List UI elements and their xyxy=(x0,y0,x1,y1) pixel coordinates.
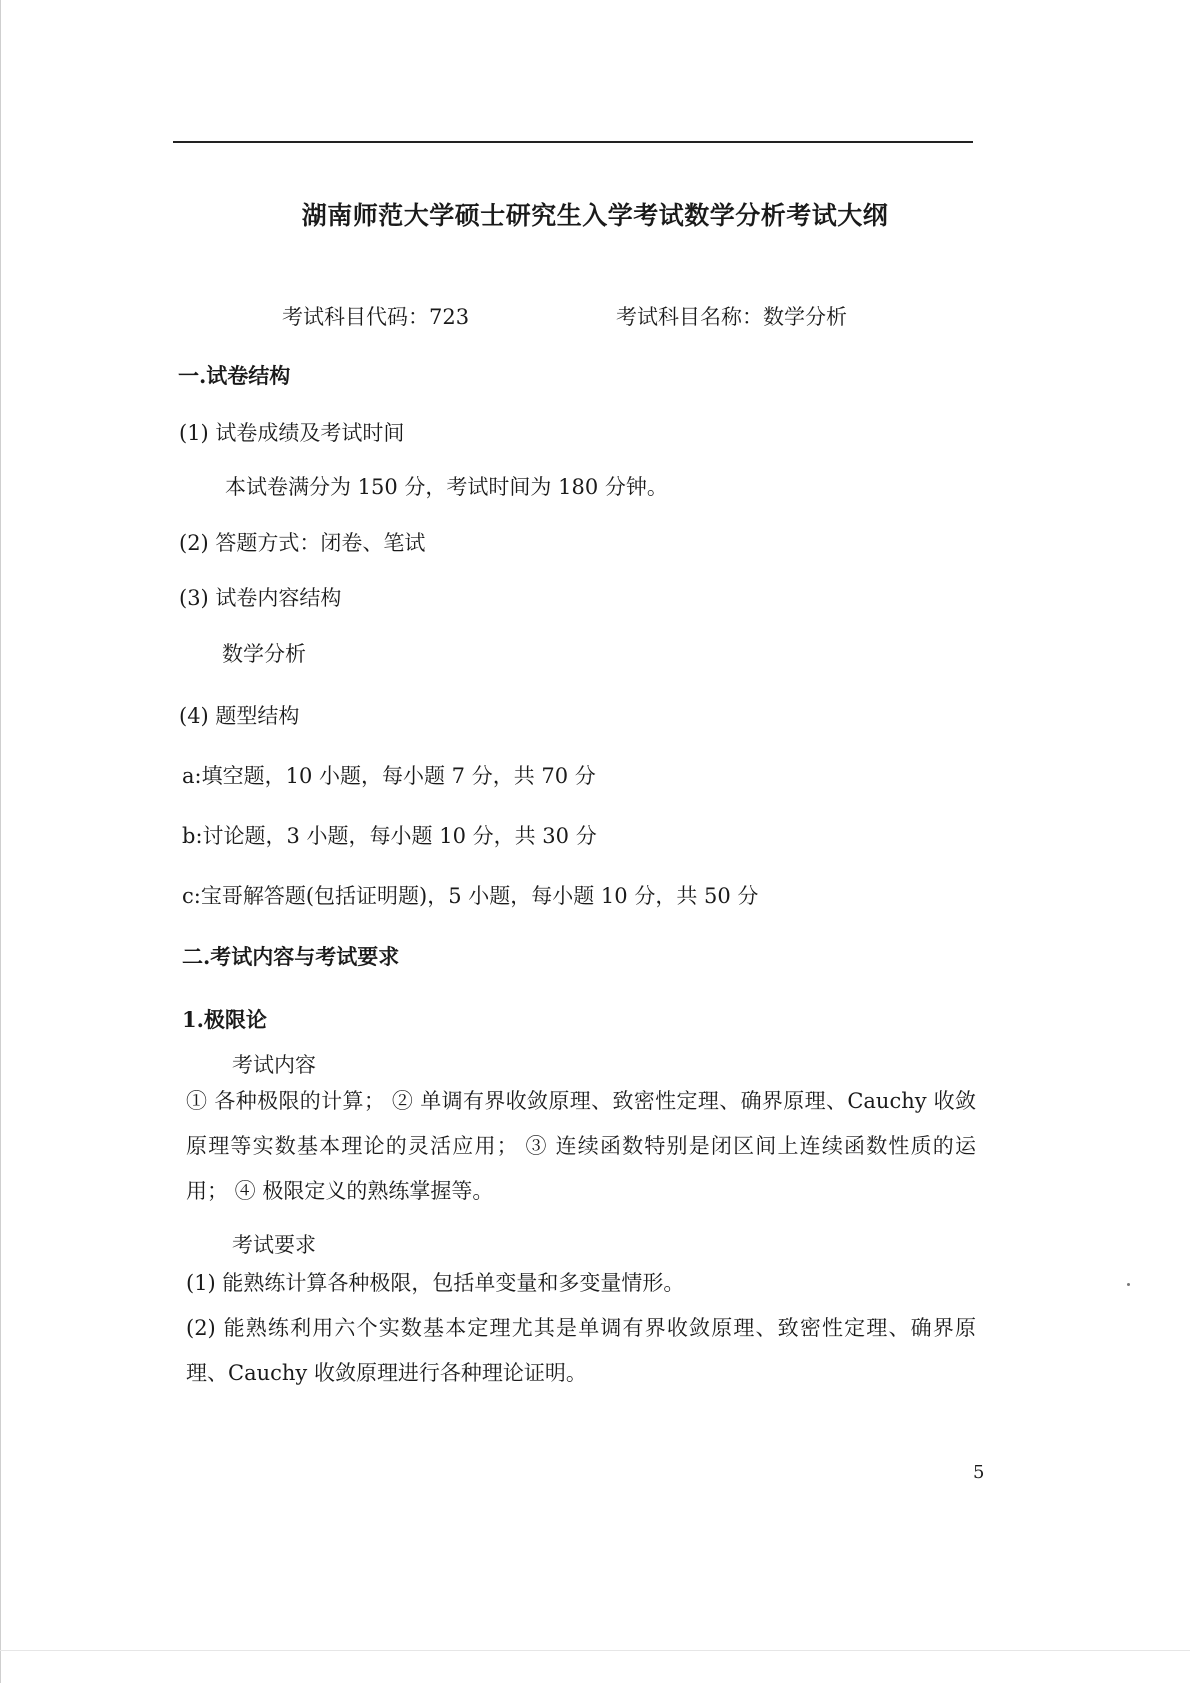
item3-text: 数学分析 xyxy=(222,642,306,666)
section2-heading: 二.考试内容与考试要求 xyxy=(182,944,400,969)
requirement-1: (1) 能熟练计算各种极限，包括单变量和多变量情形。 xyxy=(186,1271,685,1295)
page-title: 湖南师范大学硕士研究生入学考试数学分析考试大纲 xyxy=(301,201,889,230)
item1-heading: (1) 试卷成绩及考试时间 xyxy=(179,421,405,445)
question-type-b: b:讨论题，3 小题，每小题 10 分，共 30 分 xyxy=(182,824,597,848)
scan-edge xyxy=(0,0,1,1683)
requirement-2: (2) 能熟练利用六个实数基本定理尤其是单调有界收敛原理、致密性定理、确界原理、Cauchy 收敛原理进行各种理论证明。 xyxy=(186,1316,976,1385)
subject-name: 考试科目名称：数学分析 xyxy=(616,305,847,329)
item2-text: (2) 答题方式：闭卷、笔试 xyxy=(179,531,426,555)
content-paragraph: ① 各种极限的计算； ② 单调有界收敛原理、致密性定理、确界原理、Cauchy 收敛原理等实数基本理论的灵活应用； ③ 连续函数特别是闭区间上连续函数性质的运用； ④ 极限定义的熟练掌握等。 xyxy=(186,1089,976,1203)
subsection-heading: 1.极限论 xyxy=(182,1007,267,1032)
content-label: 考试内容 xyxy=(232,1053,316,1077)
scan-edge-bottom xyxy=(0,1650,1190,1651)
item3-heading: (3) 试卷内容结构 xyxy=(179,586,342,610)
item1-text: 本试卷满分为 150 分，考试时间为 180 分钟。 xyxy=(225,475,668,499)
section1-heading: 一.试卷结构 xyxy=(178,363,291,388)
scan-speck xyxy=(1127,1283,1130,1286)
page-number: 5 xyxy=(973,1462,985,1483)
requirements-label: 考试要求 xyxy=(232,1233,316,1257)
subject-code: 考试科目代码：723 xyxy=(282,305,470,329)
question-type-c: c:宝哥解答题(包括证明题)，5 小题，每小题 10 分，共 50 分 xyxy=(182,884,759,908)
header-rule xyxy=(173,141,973,143)
question-type-a: a:填空题，10 小题，每小题 7 分，共 70 分 xyxy=(182,764,596,788)
item4-heading: (4) 题型结构 xyxy=(179,704,300,728)
